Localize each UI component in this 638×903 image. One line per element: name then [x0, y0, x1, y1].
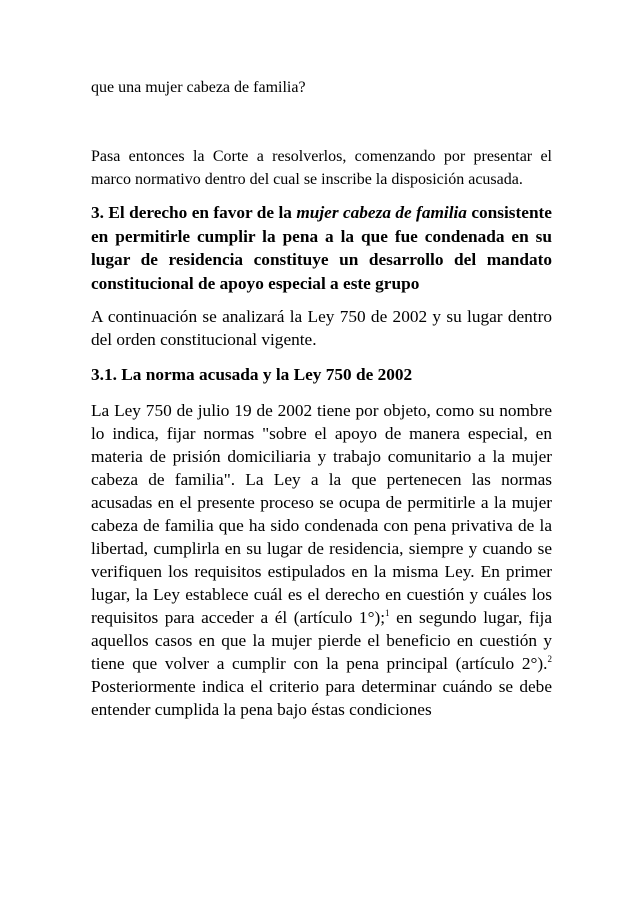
spacer: [91, 295, 552, 305]
analysis-paragraph: A continuación se analizará la Ley 750 de 2002 y su lugar dentro del orden constitucional vigente.: [91, 307, 552, 349]
section-3-1-heading: 3.1. La norma acusada y la Ley 750 de 2002: [91, 365, 413, 384]
footnote-ref-2[interactable]: 2: [547, 653, 552, 664]
footnote-ref-1[interactable]: 1: [385, 607, 390, 618]
heading-emphasis: mujer cabeza de familia: [296, 203, 467, 222]
spacer: [91, 351, 552, 363]
section-3-heading: [91, 201, 552, 295]
main-text-3: Posteriormente indica el criterio para determinar cuándo se debe entender cumplida la pena bajo éstas condiciones: [91, 676, 552, 719]
main-text-1: La Ley 750 de julio 19 de 2002 tiene por objeto, como su nombre lo indica, fijar normas "sobre el apoyo de manera especial, en materia de prisión domiciliaria y trabajo comunitario a la mujer cabeza de familia". La Ley a la que pertenecen las normas acusadas en el presente proceso se ocupa de permitirle a la mujer cabeza de familia que ha sido condenada con pena privativa de la libertad, cumplirla en su lugar de residencia, siempre y cuando se verifiquen los requisitos estipulados en la misma Ley. En primer lugar, la Ley establece cuál es el derecho en cuestión y cuáles los requisitos para acceder a él (artículo 1°);: [91, 400, 552, 627]
spacer: [91, 99, 552, 145]
heading-part-1: 3. El derecho en favor de la: [91, 203, 297, 222]
continuation-text: que una mujer cabeza de familia?: [91, 79, 306, 96]
heading-part-2: consistente en permitirle cumplir la pena a la que fue condenada en su lugar de residencia constituye un desarrollo del mandato constitucional de apoyo especial a este grupo: [91, 203, 552, 293]
spacer: [91, 191, 552, 201]
main-paragraph: [91, 399, 552, 721]
main-text-2: en segundo lugar, fija aquellos casos en que la mujer pierde el beneficio en cuestión y tiene que volver a cumplir con la pena principal (artículo 2°).: [91, 607, 553, 673]
document-page: [91, 76, 552, 721]
intro-paragraph: Pasa entonces la Corte a resolverlos, comenzando por presentar el marco normativo dentro del cual se inscribe la disposición acusada.: [91, 148, 552, 188]
spacer: [91, 387, 552, 399]
